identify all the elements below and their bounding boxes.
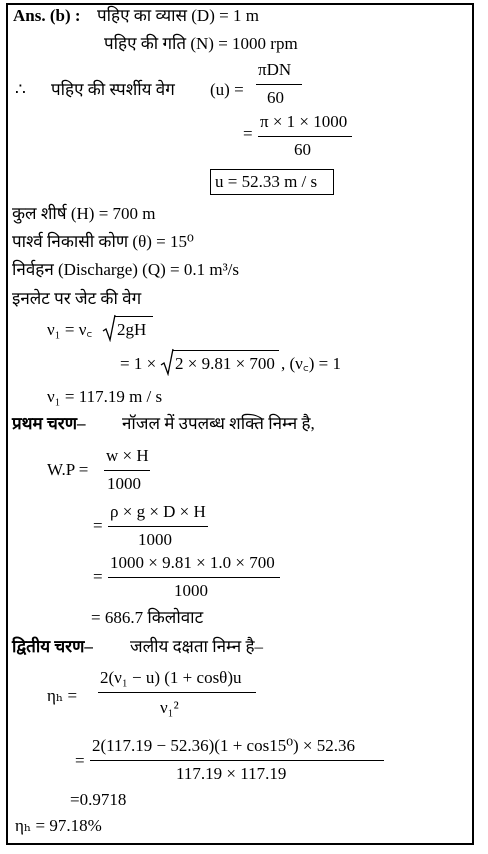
fraction-wp-2 xyxy=(108,502,210,554)
fraction-denominator: 117.19 × 117.19 xyxy=(176,764,287,783)
eta-value: =0.9718 xyxy=(70,790,127,809)
v1-substitution-suffix: , (ν꜀) = 1 xyxy=(281,354,341,373)
fraction-u-2 xyxy=(258,112,354,164)
wp-lhs: W.P = xyxy=(47,460,89,479)
eta-lhs: ηₕ = xyxy=(47,686,78,705)
equals-sign: = xyxy=(93,516,103,535)
fraction-denominator: 1000 xyxy=(107,474,141,493)
fraction-denominator: ν₁² xyxy=(160,698,179,717)
fraction-numerator: 2(117.19 − 52.36)(1 + cos15⁰) × 52.36 xyxy=(92,736,356,755)
v1-result: ν₁ = 117.19 m / s xyxy=(47,387,163,406)
fraction-wp-3 xyxy=(108,553,282,605)
fraction-numerator: ρ × g × D × H xyxy=(110,502,206,521)
v1-substitution-radicand: 2 × 9.81 × 700 xyxy=(175,354,275,373)
answer-label: Ans. (b) : xyxy=(13,6,81,25)
tangential-velocity-label: पहिए की स्पर्शीय वेग xyxy=(51,80,175,99)
sqrt-sign xyxy=(160,348,174,376)
fraction-u-1 xyxy=(256,60,302,112)
fraction-bar xyxy=(90,760,384,761)
jet-velocity-label: इनलेट पर जेट की वेग xyxy=(12,289,142,308)
fraction-bar xyxy=(108,577,280,578)
equals-sign: = xyxy=(243,124,253,143)
outlet-angle: पार्श्व निकासी कोण (θ) = 15⁰ xyxy=(12,232,194,251)
u-result: u = 52.33 m / s xyxy=(215,172,318,191)
step2-label: द्वितीय चरण– xyxy=(12,637,93,656)
fraction-numerator: w × H xyxy=(106,446,149,465)
equals-sign: = xyxy=(75,751,85,770)
fraction-bar xyxy=(104,470,150,471)
v1-formula-radicand: 2gH xyxy=(117,320,147,339)
fraction-wp-1 xyxy=(104,446,152,498)
fraction-numerator: 1000 × 9.81 × 1.0 × 700 xyxy=(110,553,275,572)
discharge: निर्वहन (Discharge) (Q) = 0.1 m³/s xyxy=(12,260,240,279)
sqrt-bar xyxy=(173,350,279,351)
therefore-symbol: ∴ xyxy=(15,80,26,99)
fraction-numerator: πDN xyxy=(258,60,292,79)
fraction-bar xyxy=(108,526,208,527)
v1-formula-lhs: ν₁ = ν꜀ xyxy=(47,320,93,339)
wheel-speed: पहिए की गति (N) = 1000 rpm xyxy=(104,34,298,53)
fraction-denominator: 60 xyxy=(267,88,284,107)
sqrt-bar xyxy=(115,316,153,317)
fraction-denominator: 1000 xyxy=(138,530,172,549)
fraction-numerator: π × 1 × 1000 xyxy=(260,112,348,131)
equals-sign: = xyxy=(93,567,103,586)
fraction-bar xyxy=(256,84,302,85)
total-head: कुल शीर्ष (H) = 700 m xyxy=(12,204,156,223)
fraction-denominator: 1000 xyxy=(174,581,208,600)
fraction-eta-1 xyxy=(98,668,258,726)
fraction-bar xyxy=(98,692,256,693)
sqrt-sign xyxy=(102,314,116,342)
u-lhs: (u) = xyxy=(210,80,244,99)
eta-result: ηₕ = 97.18% xyxy=(15,816,102,835)
fraction-bar xyxy=(258,136,352,137)
step1-label: प्रथम चरण– xyxy=(12,414,86,433)
v1-substitution-prefix: = 1 × xyxy=(120,354,157,373)
fraction-denominator: 60 xyxy=(294,140,311,159)
wp-result: = 686.7 किलोवाट xyxy=(91,608,204,627)
step2-text: जलीय दक्षता निम्न है– xyxy=(130,637,263,656)
fraction-numerator: 2(ν₁ − u) (1 + cosθ)u xyxy=(100,668,242,687)
fraction-eta-2 xyxy=(90,736,386,788)
step1-text: नॉजल में उपलब्ध शक्ति निम्न है, xyxy=(122,414,315,433)
wheel-diameter: पहिए का व्यास (D) = 1 m xyxy=(97,6,259,25)
